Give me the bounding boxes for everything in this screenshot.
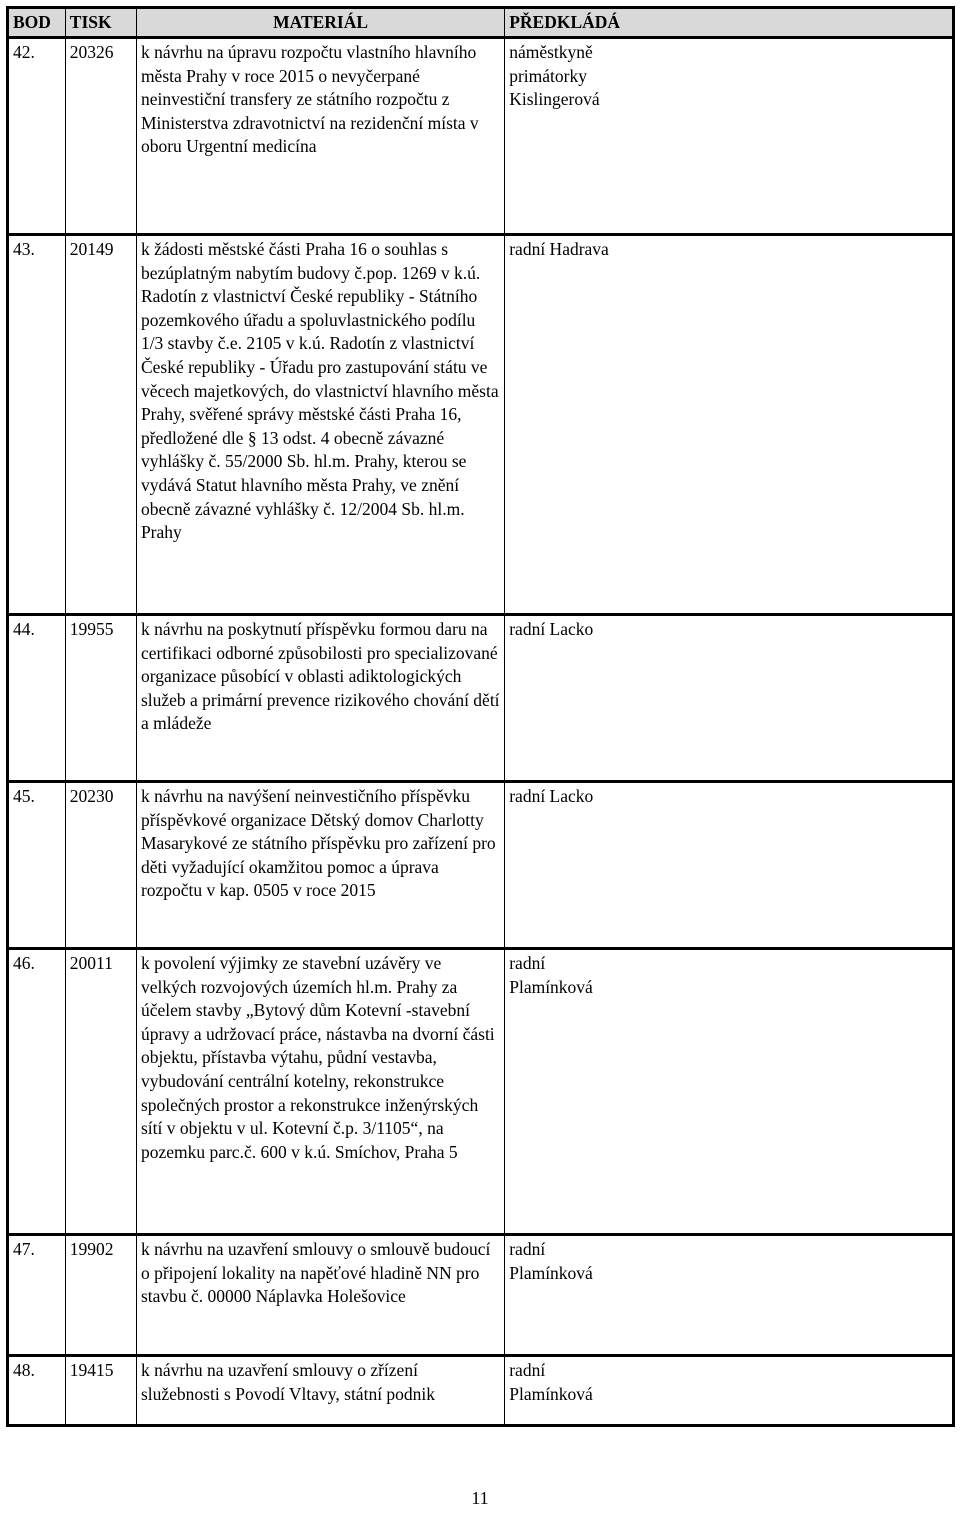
agenda-table [6, 6, 955, 1427]
row-bod: 45. [8, 782, 66, 949]
row-predklada [505, 1356, 954, 1426]
table-row [8, 615, 954, 782]
row-material: k povolení výjimky ze stavební uzávěry ve velkých rozvojových územích hl.m. Prahy za účelem stavby „Bytový dům Kotevní -stavební úpravy a udržovací práce, nástavba na dvorní části objektu, přístavba výtahu, půdní vestavba, vybudování centrální kotelny, rekonstrukce společných prostor a rekonstrukce inženýrských sítí v objektu v ul. Kotevní č.p. 3/1105“, na pozemku parc.č. 600 v k.ú. Smíchov, Praha 5 [136, 949, 504, 1235]
row-material: k návrhu na uzavření smlouvy o zřízení služebnosti s Povodí Vltavy, státní podnik [136, 1356, 504, 1426]
header-tisk: TISK [65, 8, 136, 38]
table-row [8, 1356, 954, 1426]
predklada-text: radní Plamínková [509, 1239, 593, 1283]
row-material: k žádosti městské části Praha 16 o souhlas s bezúplatným nabytím budovy č.pop. 1269 v k.ú. Radotín z vlastnictví České republiky - Státního pozemkového úřadu a spoluvlastnického podílu 1/3 stavby č.e. 2105 v k.ú. Radotín z vlastnictví České republiky - Úřadu pro zastupování státu ve věcech majetkových, do vlastnictví hlavního města Prahy, svěřené správy městské části Praha 16, předložené dle § 13 odst. 4 obecně závazné vyhlášky č. 55/2000 Sb. hl.m. Prahy, kterou se vydává Statut hlavního města Prahy, ve znění obecně závazné vyhlášky č. 12/2004 Sb. hl.m. Prahy [136, 235, 504, 615]
row-tisk: 19902 [65, 1235, 136, 1356]
row-tisk: 19415 [65, 1356, 136, 1426]
row-tisk: 19955 [65, 615, 136, 782]
row-material: k návrhu na uzavření smlouvy o smlouvě budoucí o připojení lokality na napěťové hladině NN pro stavbu č. 00000 Náplavka Holešovice [136, 1235, 504, 1356]
table-row [8, 38, 954, 235]
row-predklada [505, 949, 954, 1235]
header-material: MATERIÁL [136, 8, 504, 38]
row-bod: 46. [8, 949, 66, 1235]
row-bod: 42. [8, 38, 66, 235]
row-bod: 48. [8, 1356, 66, 1426]
page-number: 11 [471, 1488, 489, 1508]
table-row [8, 949, 954, 1235]
row-predklada: radní Hadrava [505, 235, 954, 615]
row-material: k návrhu na navýšení neinvestičního příspěvku příspěvkové organizace Dětský domov Charlotty Masarykové ze státního příspěvku pro zařízení pro děti vyžadující okamžitou pomoc a úprava rozpočtu v kap. 0505 v roce 2015 [136, 782, 504, 949]
row-bod: 43. [8, 235, 66, 615]
table-header-row [8, 8, 954, 38]
table-row [8, 782, 954, 949]
row-tisk: 20326 [65, 38, 136, 235]
predklada-text: radní Plamínková [509, 953, 593, 997]
row-predklada: radní Lacko [505, 615, 954, 782]
row-predklada: radní Lacko [505, 782, 954, 949]
row-tisk: 20149 [65, 235, 136, 615]
row-material: k návrhu na úpravu rozpočtu vlastního hlavního města Prahy v roce 2015 o nevyčerpané neinvestiční transfery ze státního rozpočtu z Ministerstva zdravotnictví na rezidenční místa v oboru Urgentní medicína [136, 38, 504, 235]
table-row [8, 1235, 954, 1356]
header-predklada: PŘEDKLÁDÁ [505, 8, 954, 38]
predklada-text: náměstkyně primátorky Kislingerová [509, 42, 600, 110]
row-tisk: 20011 [65, 949, 136, 1235]
table-row [8, 235, 954, 615]
row-material: k návrhu na poskytnutí příspěvku formou daru na certifikaci odborné způsobilosti pro specializované organizace působící v oblasti adiktologických služeb a primární prevence rizikového chování dětí a mládeže [136, 615, 504, 782]
row-predklada [505, 38, 954, 235]
header-bod: BOD [8, 8, 66, 38]
row-tisk: 20230 [65, 782, 136, 949]
row-bod: 44. [8, 615, 66, 782]
predklada-text: radní Plamínková [509, 1360, 593, 1404]
row-predklada [505, 1235, 954, 1356]
row-bod: 47. [8, 1235, 66, 1356]
